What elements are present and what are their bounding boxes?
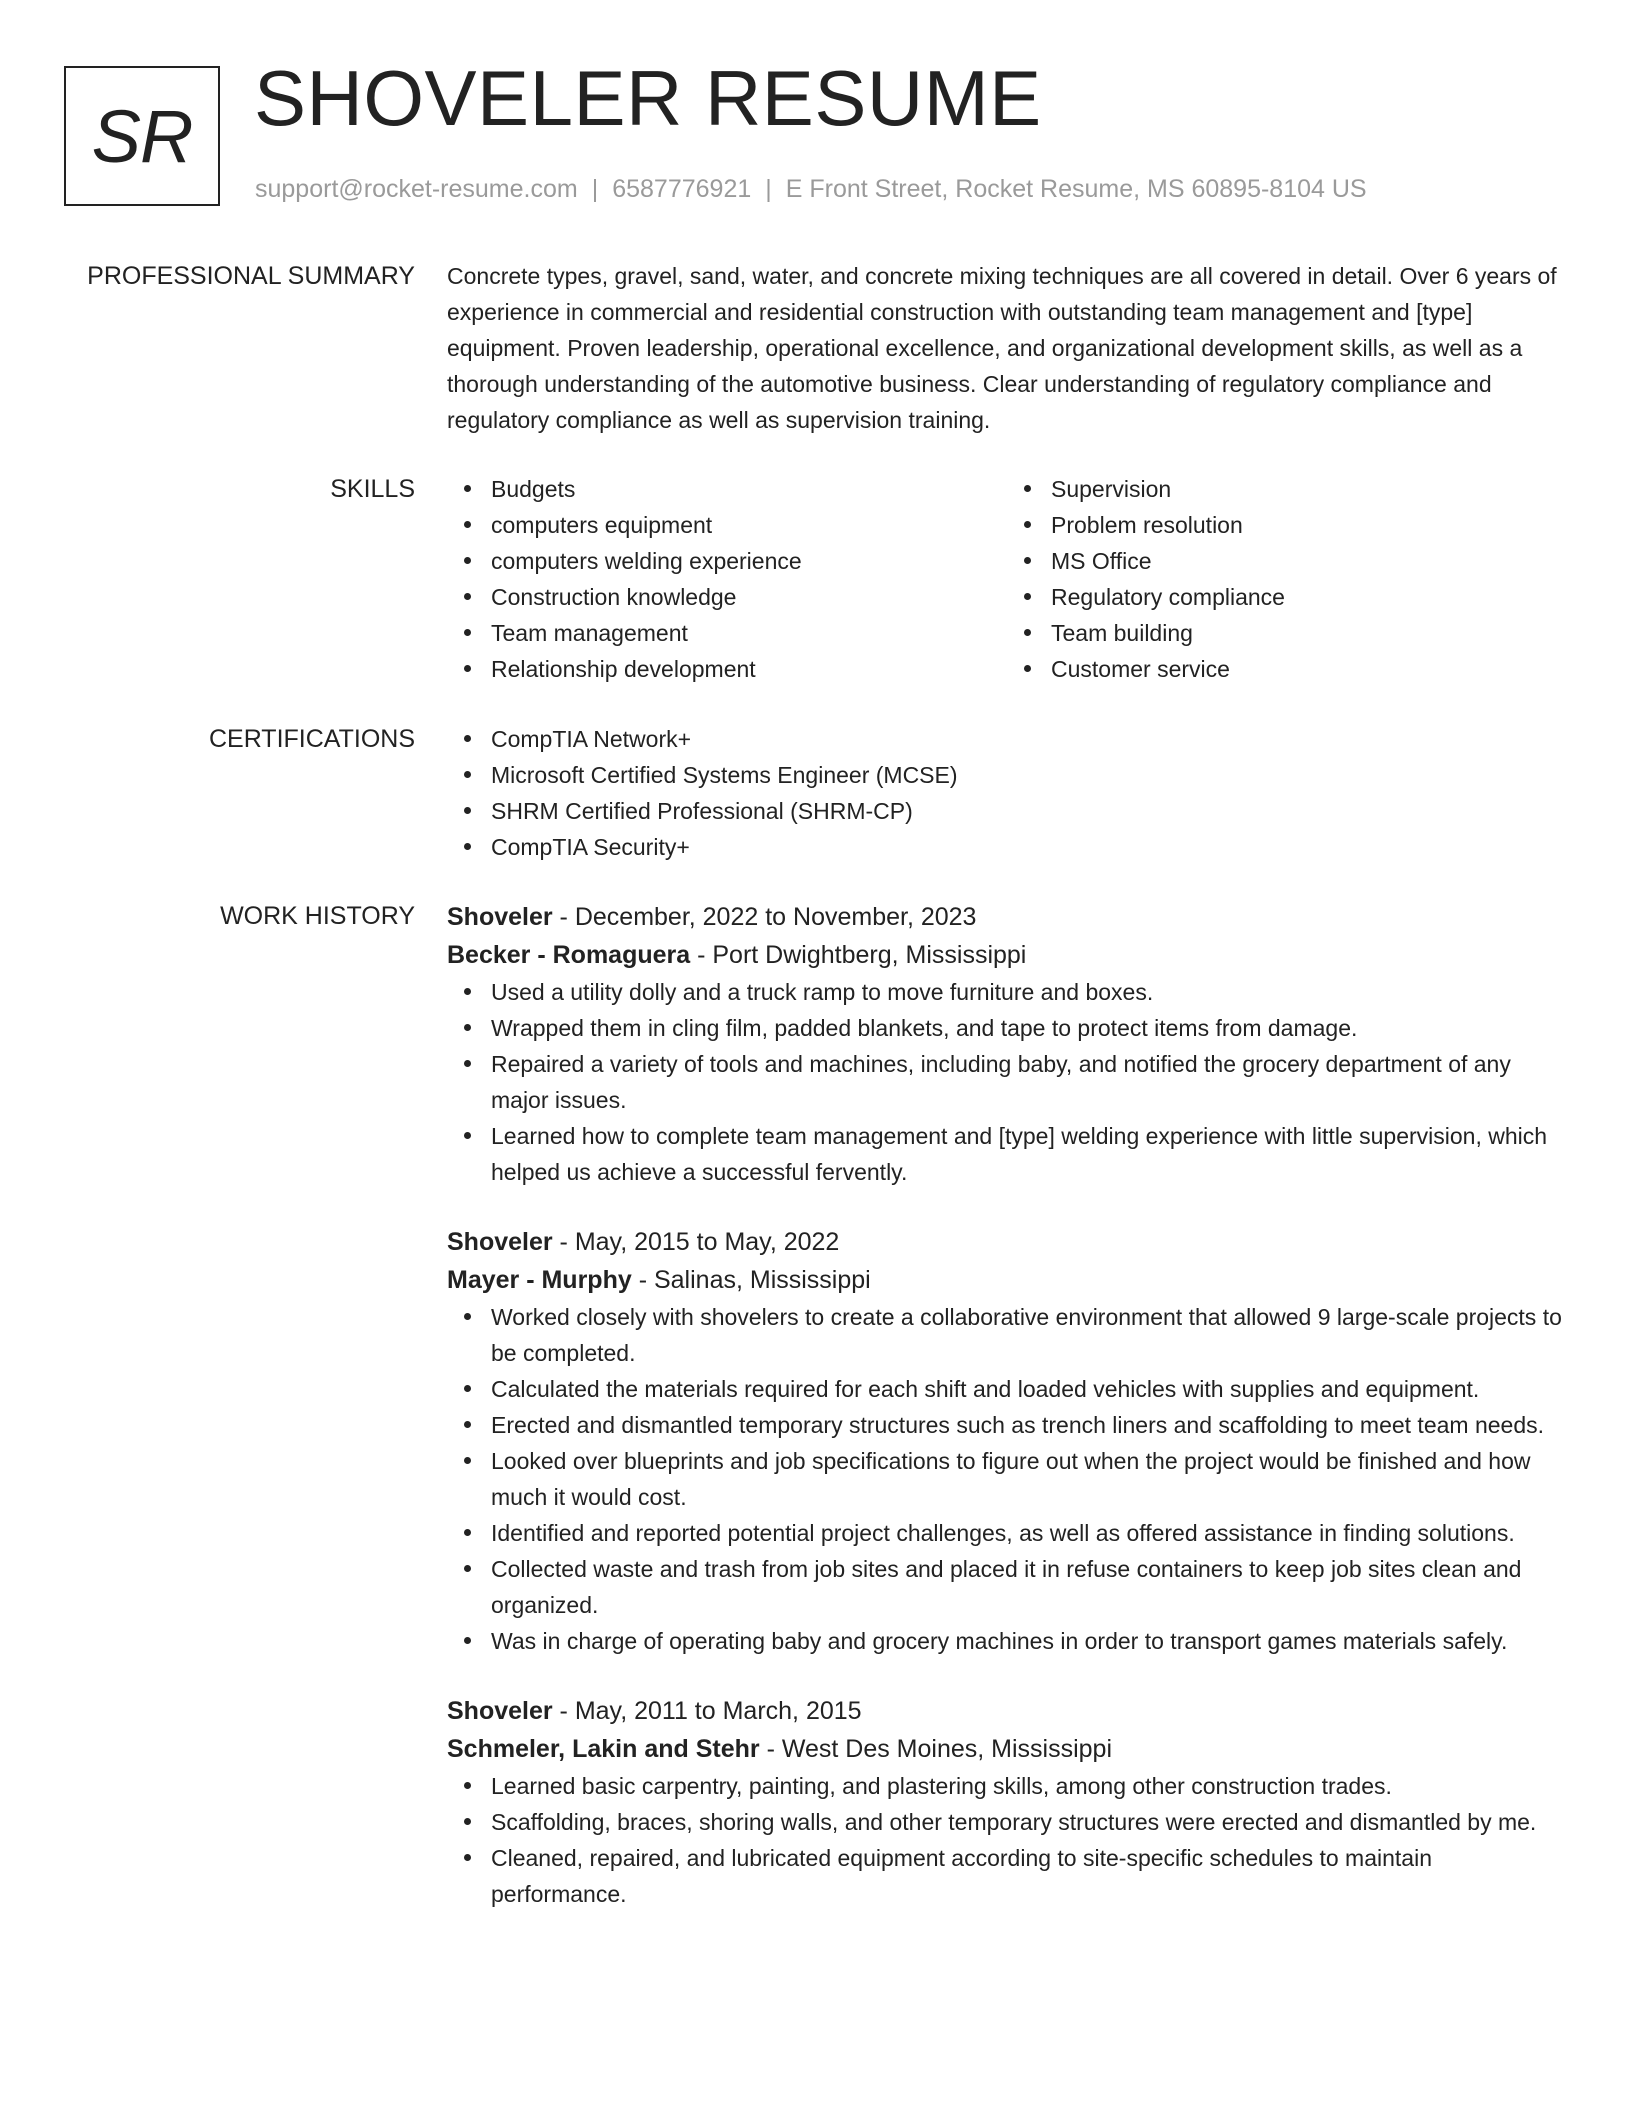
certifications-list [447,721,1567,865]
job-bullets [447,1299,1567,1659]
summary-label: PROFESSIONAL SUMMARY [87,262,415,290]
certifications-content [447,721,1567,865]
skill-item: Supervision [1051,471,1567,507]
job-location: - Salinas, Mississippi [631,1266,871,1294]
certification-item: Microsoft Certified Systems Engineer (MCSE) [491,757,1567,793]
job-company-line [447,1261,1567,1299]
job-title: Shoveler [447,903,553,931]
contact-separator: | [765,175,772,203]
job-company: Mayer - Murphy [447,1266,632,1294]
job-bullet: Learned basic carpentry, painting, and plastering skills, among other construction trades. [491,1768,1567,1804]
job-bullet: Erected and dismantled temporary structures such as trench liners and scaffolding to meet team needs. [491,1407,1567,1443]
job-bullet: Repaired a variety of tools and machines, including baby, and notified the grocery department of any major issues. [491,1046,1567,1118]
work-history-label: WORK HISTORY [220,902,415,930]
skill-item: Construction knowledge [491,579,1007,615]
job-entry [447,898,1567,1190]
contact-phone[interactable]: 6587776921 [612,175,752,203]
skill-item: Regulatory compliance [1051,579,1567,615]
job-company-line [447,1730,1567,1768]
monogram-initials: SR [91,94,193,178]
job-bullet: Learned how to complete team management and [type] welding experience with little supervision, which helped us achieve a successful fervently. [491,1118,1567,1190]
certification-item: CompTIA Network+ [491,721,1567,757]
job-company: Becker - Romaguera [447,941,691,969]
job-entry [447,1692,1567,1912]
job-bullet: Collected waste and trash from job sites and placed it in refuse containers to keep job sites clean and organized. [491,1551,1567,1623]
monogram-box [64,66,220,206]
skill-item: Problem resolution [1051,507,1567,543]
job-entry [447,1223,1567,1659]
job-bullets [447,1768,1567,1912]
skill-item: computers welding experience [491,543,1007,579]
contact-separator: | [591,175,599,203]
work-history-content [447,898,1567,1912]
job-title: Shoveler [447,1697,553,1725]
certification-item: SHRM Certified Professional (SHRM-CP) [491,793,1567,829]
job-title-line [447,898,1567,936]
job-location: - West Des Moines, Mississippi [759,1735,1113,1763]
contact-address: E Front Street, Rocket Resume, MS 60895-8104 US [785,175,1367,203]
job-bullet: Calculated the materials required for each shift and loaded vehicles with supplies and equipment. [491,1371,1567,1407]
skills-content [447,471,1567,687]
job-dates: - May, 2015 to May, 2022 [552,1228,840,1256]
contact-line [255,175,1367,204]
skill-item: Team management [491,615,1007,651]
job-dates: - December, 2022 to November, 2023 [552,903,977,931]
summary-text: Concrete types, gravel, sand, water, and concrete mixing techniques are all covered in detail. Over 6 years of experience in commercial and residential construction with outstanding team management and [type] equipment. Proven leadership, operational excellence, and organizational development skills, as well as a thorough understanding of the automotive business. Clear understanding of regulatory compliance and regulatory compliance as well as supervision training. [447,263,1557,433]
job-bullets [447,974,1567,1190]
job-company-line [447,936,1567,974]
skill-item: Team building [1051,615,1567,651]
certification-item: CompTIA Security+ [491,829,1567,865]
job-bullet: Identified and reported potential project challenges, as well as offered assistance in finding solutions. [491,1515,1567,1551]
job-bullet: Was in charge of operating baby and grocery machines in order to transport games materials safely. [491,1623,1567,1659]
skill-item: Customer service [1051,651,1567,687]
skill-item: MS Office [1051,543,1567,579]
job-bullet: Wrapped them in cling film, padded blankets, and tape to protect items from damage. [491,1010,1567,1046]
job-dates: - May, 2011 to March, 2015 [552,1697,862,1725]
job-title-line [447,1223,1567,1261]
skills-list-left [447,471,1007,687]
certifications-label: CERTIFICATIONS [208,725,415,753]
resume-title: SHOVELER RESUME [254,54,1042,142]
skills-list-right [1007,471,1567,687]
summary-content [447,258,1567,438]
job-bullet: Cleaned, repaired, and lubricated equipment according to site-specific schedules to maintain performance. [491,1840,1567,1912]
skill-item: Budgets [491,471,1007,507]
job-title-line [447,1692,1567,1730]
job-bullet: Looked over blueprints and job specifications to figure out when the project would be finished and how much it would cost. [491,1443,1567,1515]
job-location: - Port Dwightberg, Mississippi [690,941,1027,969]
job-bullet: Worked closely with shovelers to create a collaborative environment that allowed 9 large-scale projects to be completed. [491,1299,1567,1371]
skill-item: computers equipment [491,507,1007,543]
job-company: Schmeler, Lakin and Stehr [447,1735,760,1763]
skills-label: SKILLS [330,475,415,503]
job-bullet: Scaffolding, braces, shoring walls, and other temporary structures were erected and dismantled by me. [491,1804,1567,1840]
job-title: Shoveler [447,1228,553,1256]
skill-item: Relationship development [491,651,1007,687]
job-bullet: Used a utility dolly and a truck ramp to move furniture and boxes. [491,974,1567,1010]
contact-email[interactable]: support@rocket-resume.com [255,175,578,203]
